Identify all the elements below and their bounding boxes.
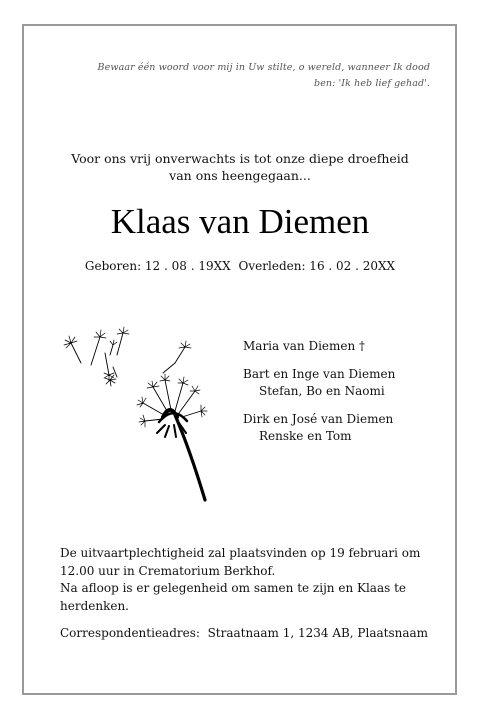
quote-line-1: Bewaar één woord voor mij in Uw stilte, o wereld, wanneer Ik dood [97, 62, 430, 73]
family-member: Dirk en José van Diemen [243, 412, 394, 426]
correspondence-address [60, 625, 440, 642]
family-group-3 [243, 411, 453, 445]
family-group-2 [243, 366, 453, 400]
deceased-name: Klaas van Diemen [110, 202, 370, 241]
funeral-notice [60, 545, 430, 615]
intro-text [40, 150, 440, 184]
family-group-1 [243, 338, 453, 355]
birth-date: Geboren: 12 . 08 . 19XX [84, 259, 231, 273]
family-member: Bart en Inge van Diemen [243, 367, 396, 381]
family-children: Stefan, Bo en Naomi [259, 384, 385, 398]
family-children: Renske en Tom [259, 429, 352, 443]
family-list [243, 338, 453, 456]
intro-line-1: Voor ons vrij onverwachts is tot onze diepe droefheid [71, 151, 409, 166]
family-member: Maria van Diemen † [243, 339, 366, 353]
address-label: Correspondentieadres: [60, 626, 200, 640]
dandelion-icon [55, 325, 225, 510]
notice-paragraph-2: Na afloop is er gelegenheid om samen te zijn en Klaas te herdenken. [60, 581, 407, 613]
notice-paragraph-1: De uitvaartplechtigheid zal plaatsvinden op 19 februari om 12.00 uur in Crematorium Berkhof. [60, 546, 421, 578]
intro-line-2: van ons heengegaan... [169, 168, 311, 183]
quote-line-2: ben: 'Ik heb lief gehad'. [314, 78, 430, 89]
address-value: Straatnaam 1, 1234 AB, Plaatsnaam [207, 626, 429, 640]
death-date: Overleden: 16 . 02 . 20XX [238, 259, 396, 273]
quote [60, 60, 430, 92]
dates [40, 258, 440, 274]
